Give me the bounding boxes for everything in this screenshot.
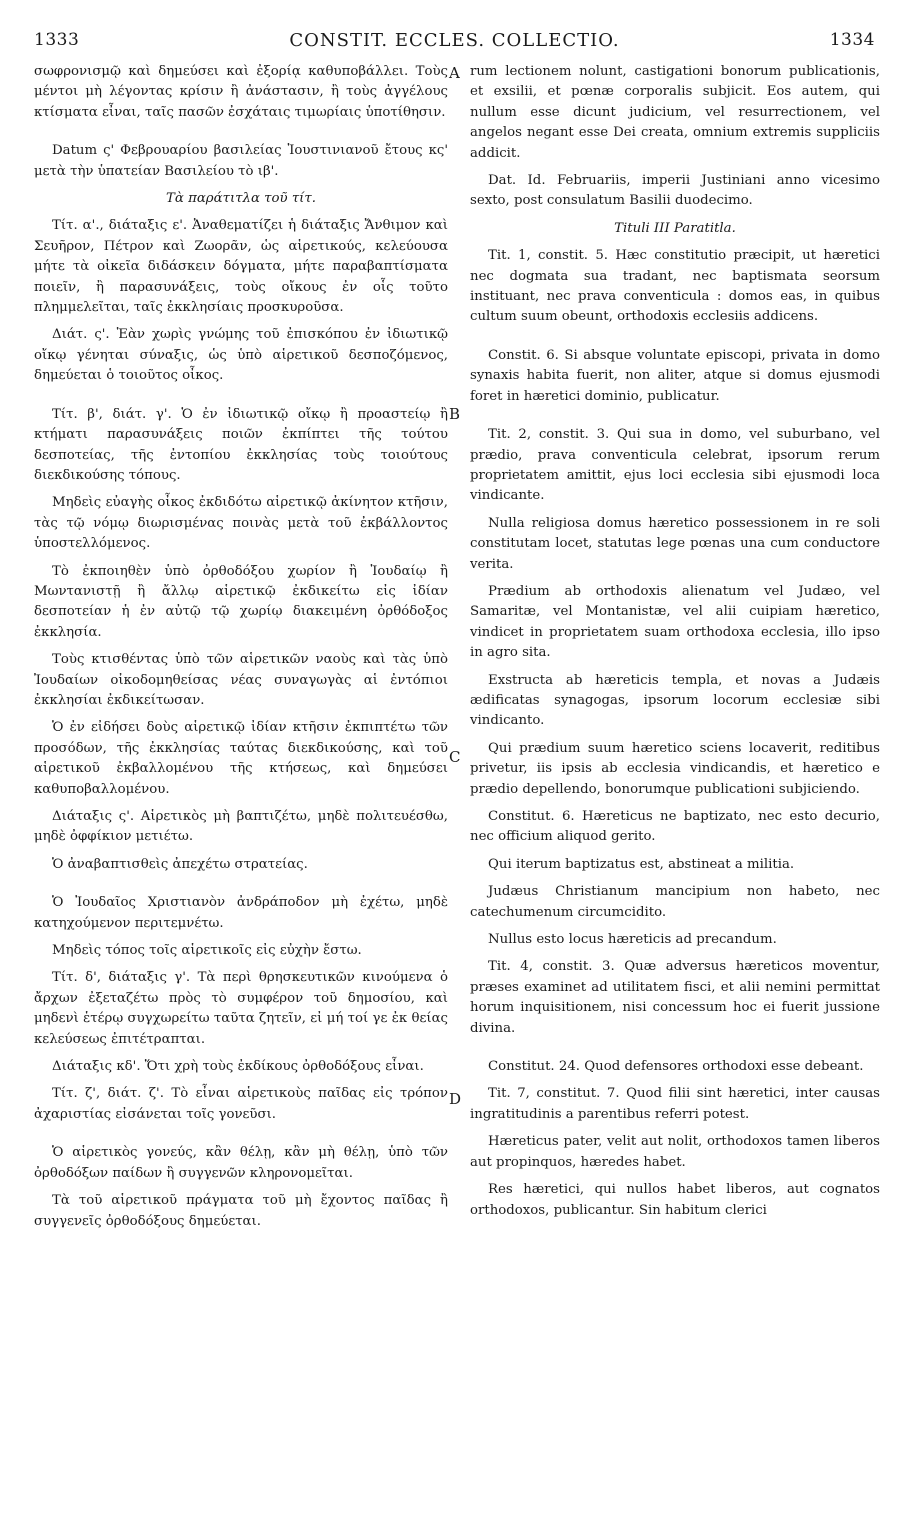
latin-paragraph: Constitut. 6. Hæreticus ne baptizato, nec esto decurio, nec officium aliquod gerito.	[470, 809, 880, 845]
latin-paragraph: Prædium ab orthodoxis alienatum vel Judæo, vel Samaritæ, vel Montanistæ, vel alii cuipiam hæretico, vindicet in proprietatem suam orthodoxa ecclesia, illo ipso in agro sita.	[470, 583, 880, 661]
latin-paragraph: Nullus esto locus hæreticis ad precandum.	[488, 932, 777, 948]
page-header	[34, 30, 875, 60]
greek-paragraph: Τίτ. δ', διάταξις γ'. Τὰ περὶ θρησκευτικῶν κινούμενα ὁ ἄρχων ἐξεταζέτω πρὸς τὸ συμφέρον τοῦ δημοσίου, καὶ μηδενὶ ἑτέρῳ συγχωρείτω ταῦτα ζητεῖν, εἰ μή τοί γε ἐκ θείας κελεύσεως ἐπιτέτραπται.	[34, 970, 448, 1047]
latin-paragraph: Tit. 1, constit. 5. Hæc constitutio præcipit, ut hæretici nec dogmata sua tradant, nec baptismata seorsum instituant, nec prava conventicula : domos eas, in quibus cultum suum obeunt, orthodoxis ecclesiis addicens.	[470, 248, 880, 325]
latin-paragraph: Hæreticus pater, velit aut nolit, orthodoxos tamen liberos aut propinquos, hæredes habet.	[470, 1134, 880, 1170]
greek-paragraph: Τίτ. α'., διάταξις ε'. Ἀναθεματίζει ἡ διάταξις Ἄνθιμον καὶ Σευῆρον, Πέτρον καὶ Ζωορᾶν, ὡς αἱρετικούς, κελεύουσα μήτε τὰ οἰκεῖα διδάσκειν δόγματα, μήτε παραβαπτίσματα ποιεῖν, ἢ παρασυνάξεις, τοὺς οἴκους ἐν οἷς τοῦτο πλημμελεῖται, ταῖς ἐκκλησίαις προσκυροῦσα.	[34, 218, 448, 316]
greek-paragraph: Ὁ αἱρετικὸς γονεύς, κἂν θέλῃ, κἂν μὴ θέλῃ, ὑπὸ τῶν ὀρθοδόξων παίδων ἢ συγγενῶν κληρονομεῖται.	[34, 1145, 448, 1181]
latin-paragraph: rum lectionem nolunt, castigationi bonorum publicationis, et exsilii, et pœnæ corporalis subjicit. Eos autem, qui nullum esse dicunt judicium, vel resurrectionem, vel angelos negant esse Dei creata, omnium extremis suppliciis addicit.	[470, 64, 880, 161]
greek-paragraph: Τὸ ἐκποιηθὲν ὑπὸ ὀρθοδόξου χωρίον ἢ Ἰουδαίῳ ἢ Μωντανιστῇ ἢ ἄλλῳ αἱρετικῷ ἐκδικείτω εἰς ἰδίαν δεσποτείαν ἡ ἐν αὐτῷ τῷ χωρίῳ διακειμένη ὀρθόδοξος ἐκκλησία.	[34, 563, 448, 640]
greek-paragraph: Διάταξις ς'. Αἱρετικὸς μὴ βαπτιζέτω, μηδὲ πολιτευέσθω, μηδὲ ὀφφίκιον μετιέτω.	[34, 809, 448, 845]
greek-section-heading: Τὰ παράτιτλα τοῦ τίτ.	[166, 191, 316, 207]
greek-paragraph: Μηδεὶς εὐαγὴς οἶκος ἐκδιδότω αἱρετικῷ ἀκίνητον κτῆσιν, τὰς τῷ νόμῳ διωρισμένας ποινὰς μετὰ τοῦ ἐκβάλλοντος ὑποστελλόμενος.	[34, 495, 448, 552]
latin-paragraph: Qui prædium suum hæretico sciens locaverit, reditibus privetur, iis ipsis ab ecclesia vindicandis, et hæretico e prædio depellendo, bonorumque publicationi subjiciendo.	[470, 740, 880, 797]
greek-paragraph: Ὁ ἀναβαπτισθεὶς ἀπεχέτω στρατείας.	[52, 856, 308, 872]
latin-paragraph: Qui iterum baptizatus est, abstineat a militia.	[488, 856, 795, 872]
latin-paragraph: Constitut. 24. Quod defensores orthodoxi esse debeant.	[488, 1059, 864, 1075]
page-number-right: 1334	[829, 30, 875, 50]
latin-paragraph: Tit. 4, constit. 3. Quæ adversus hæreticos moventur, præses examinet ad utilitatem fisci, et alii nemini permittat horum inquisitionem, nisi concessum hoc ei fuerit jussione divina.	[470, 959, 880, 1036]
margin-letter-c: C	[449, 748, 461, 766]
latin-paragraph: Tit. 7, constitut. 7. Quod filii sint hæretici, inter causas ingratitudinis a parentibus referri potest.	[470, 1086, 880, 1122]
greek-paragraph: Ὁ Ἰουδαῖος Χριστιανὸν ἀνδράποδον μὴ ἐχέτω, μηδὲ κατηχούμενον περιτεμνέτω.	[34, 895, 448, 931]
greek-paragraph: Μηδεὶς τόπος τοῖς αἱρετικοῖς εἰς εὐχὴν ἔστω.	[52, 943, 362, 959]
greek-paragraph: Τίτ. β', διάτ. γ'. Ὁ ἐν ἰδιωτικῷ οἴκῳ ἢ προαστείῳ ἢ κτήματι παρασυνάξεις ποιῶν ἐκπίπτει τῆς τούτου δεσποτείας, τῆς ἐντοπίου ἐκκλησίας τοὺς τοιούτους διεκδικούσης τόπους.	[34, 406, 448, 483]
latin-date-line: Dat. Id. Februariis, imperii Justiniani anno vicesimo sexto, post consulatum Basilii duodecimo.	[470, 173, 880, 209]
latin-paragraph: Tit. 2, constit. 3. Qui sua in domo, vel suburbano, vel prædio, prava conventicula celebrat, ipsorum rerum proprietatem amittit, ejus loci ecclesia sibi ejusmodi loca vindicante.	[470, 427, 880, 504]
margin-letter-d: D	[449, 1090, 462, 1108]
latin-column	[470, 62, 880, 1228]
greek-paragraph: Τοὺς κτισθέντας ὑπὸ τῶν αἱρετικῶν ναοὺς καὶ τὰς ὑπὸ Ἰουδαίων οἰκοδομηθείσας νέας συναγωγὰς αἱ ἐντόπιοι ἐκκλησίαι ἐκδικείτωσαν.	[34, 652, 448, 708]
margin-letter-b: B	[449, 405, 461, 423]
latin-paragraph: Judæus Christianum mancipium non habeto, nec catechumenum circumcidito.	[470, 884, 880, 920]
latin-paragraph: Res hæretici, qui nullos habet liberos, aut cognatos orthodoxos, publicantur. Sin habitum clerici	[470, 1182, 880, 1218]
latin-paragraph: Constit. 6. Si absque voluntate episcopi, privata in domo synaxis habita fuerit, non aliter, atque si domus ejusmodi foret in hæretici dominio, publicatur.	[470, 347, 880, 404]
greek-paragraph: Τίτ. ζ', διάτ. ζ'. Τὸ εἶναι αἱρετικοὺς παῖδας εἰς τρόπον ἀχαριστίας εἰσάνεται τοῖς γονεῦσι.	[34, 1086, 448, 1122]
latin-paragraph: Nulla religiosa domus hæretico possessionem in re soli constitutam locet, statutas lege pœnas una cum conductore verita.	[470, 515, 880, 572]
greek-paragraph: σωφρονισμῷ καὶ δημεύσει καὶ ἐξορίᾳ καθυποβάλλει. Τοὺς μέντοι μὴ λέγοντας κρίσιν ἢ ἀνάστασιν, ἢ τοὺς ἀγγέλους κτίσματα εἶναι, ταῖς πασῶν ἐσχάταις τιμωρίαις ὑποτίθησιν.	[34, 64, 448, 120]
greek-column	[34, 62, 448, 1239]
latin-paragraph: Exstructa ab hæreticis templa, et novas a Judæis ædificatas synagogas, ipsorum locorum ecclesiæ sibi vindicanto.	[470, 672, 880, 729]
greek-paragraph: Τὰ τοῦ αἱρετικοῦ πράγματα τοῦ μὴ ἔχοντος παῖδας ἢ συγγενεῖς ὀρθοδόξους δημεύεται.	[34, 1193, 448, 1229]
greek-date-line: Datum ς' Φεβρουαρίου βασιλείας Ἰουστινιανοῦ ἔτους κς' μετὰ τὴν ὑπατείαν Βασιλείου τὸ ιβ'.	[34, 143, 448, 179]
running-title: CONSTIT. ECCLES. COLLECTIO.	[289, 30, 620, 51]
page-number-left: 1333	[34, 30, 80, 50]
greek-paragraph: Ὁ ἐν εἰδήσει δοὺς αἱρετικῷ ἰδίαν κτῆσιν ἐκπιπτέτω τῶν προσόδων, τῆς ἐκκλησίας ταύτας διεκδικούσης, καὶ τοῦ αἱρετικοῦ ἐκβαλλομένου τῆς κτήσεως, καὶ δημεύσει καθυποβαλλομένου.	[34, 720, 448, 797]
latin-section-heading: Tituli III Paratitla.	[614, 220, 736, 236]
greek-paragraph: Διάταξις κδ'. Ὅτι χρὴ τοὺς ἐκδίκους ὀρθοδόξους εἶναι.	[52, 1059, 424, 1075]
greek-paragraph: Διάτ. ς'. Ἐὰν χωρὶς γνώμης τοῦ ἐπισκόπου ἐν ἰδιωτικῷ οἴκῳ γένηται σύναξις, ὡς ὑπὸ αἱρετικοῦ δεσποζόμενος, δημεύεται ὁ τοιοῦτος οἶκος.	[34, 327, 448, 384]
margin-letter-a: A	[449, 64, 460, 82]
